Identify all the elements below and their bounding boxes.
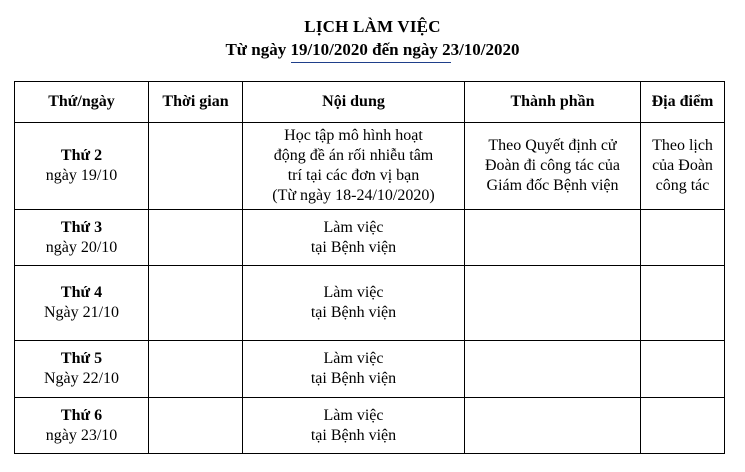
date-range-subtitle: Từ ngày 19/10/2020 đến ngày 23/10/2020 <box>225 40 520 59</box>
table-row <box>15 398 725 454</box>
day-cell <box>15 341 149 398</box>
time-cell <box>149 123 243 210</box>
content-cell: Làm việc tại Bệnh viện <box>243 210 465 266</box>
page-title: LỊCH LÀM VIỆC <box>304 17 441 36</box>
participants-cell <box>465 341 641 398</box>
participants-cell <box>465 398 641 454</box>
day-name: Thứ 5 <box>60 350 103 367</box>
subtitle-underline <box>291 62 451 63</box>
day-date: Ngày 21/10 <box>43 304 120 321</box>
column-header-time: Thời gian <box>149 82 243 123</box>
time-cell <box>149 398 243 454</box>
column-header-location: Địa điểm <box>641 82 725 123</box>
day-name: Thứ 2 <box>60 147 103 164</box>
day-date: Ngày 22/10 <box>43 370 120 387</box>
day-date: ngày 20/10 <box>45 238 118 256</box>
table-row <box>15 341 725 398</box>
day-date: ngày 23/10 <box>45 426 118 444</box>
location-cell <box>641 266 725 341</box>
schedule-table <box>14 81 725 454</box>
location-cell <box>641 398 725 454</box>
table-header-row <box>15 82 725 123</box>
day-date: ngày 19/10 <box>45 167 118 184</box>
day-name: Thứ 6 <box>60 406 103 424</box>
day-cell <box>15 123 149 210</box>
location-cell <box>641 210 725 266</box>
participants-cell: Theo Quyết định cử Đoàn đi công tác của Giám đốc Bệnh viện <box>465 123 641 210</box>
time-cell <box>149 266 243 341</box>
time-cell <box>149 210 243 266</box>
day-cell <box>15 266 149 341</box>
table-row <box>15 123 725 210</box>
table-row <box>15 210 725 266</box>
day-name: Thứ 3 <box>60 218 103 236</box>
column-header-day: Thứ/ngày <box>15 82 149 123</box>
column-header-content: Nội dung <box>243 82 465 123</box>
day-cell <box>15 210 149 266</box>
day-cell <box>15 398 149 454</box>
content-cell: Làm việc tại Bệnh viện <box>243 341 465 398</box>
content-cell: Học tập mô hình hoạt động đề án rối nhiễu tâm trí tại các đơn vị bạn (Từ ngày 18-24/10/2020) <box>243 123 465 210</box>
column-header-participants: Thành phần <box>465 82 641 123</box>
table-row <box>15 266 725 341</box>
content-cell: Làm việc tại Bệnh viện <box>243 398 465 454</box>
content-cell: Làm việc tại Bệnh viện <box>243 266 465 341</box>
participants-cell <box>465 210 641 266</box>
location-cell: Theo lịch của Đoàn công tác <box>641 123 725 210</box>
day-name: Thứ 4 <box>60 284 103 301</box>
location-cell <box>641 341 725 398</box>
time-cell <box>149 341 243 398</box>
participants-cell <box>465 266 641 341</box>
